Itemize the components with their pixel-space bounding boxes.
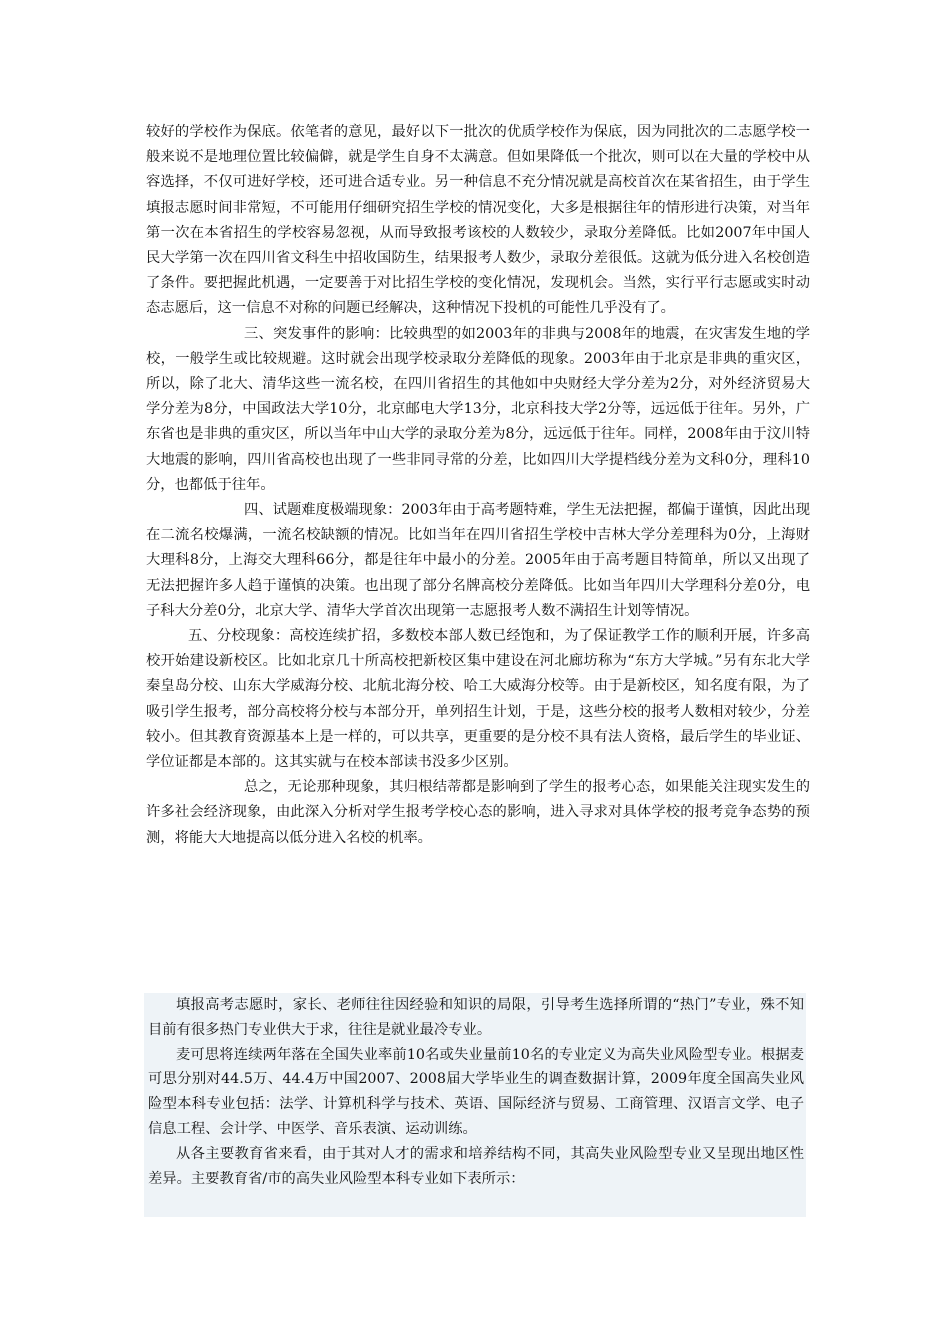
paragraph-sudden-events: 三、突发事件的影响：比较典型的如2003年的非典与2008年的地震，在灾害发生地的学校，一般学生或比较规避。这时就会出现学校录取分差降低的现象。2003年由于北京是非典的重灾区，所以，除了北大、清华这些一流名校，在四川省招生的其他如中央财经大学分差为2分，对外经济贸易大学分差为8分，中国政法大学10分，北京邮电大学13分，北京科技大学2分等，远远低于往年。另外，广东省也是非典的重灾区，所以当年中山大学的录取分差为8分，远远低于往年。同样，2008年由于汶川特大地震的影响，四川省高校也出现了一些非同寻常的分差，比如四川大学提档线分差为文科0分，理科10分，也都低于往年。 bbox=[146, 325, 810, 493]
paragraph-branch-campus: 五、分校现象：高校连续扩招，多数校本部人数已经饱和，为了保证教学工作的顺利开展，许多高校开始建设新校区。比如北京几十所高校把新校区集中建设在河北廊坊称为“东方大学城。”另有东北大学秦皇岛分校、山东大学威海分校、北航北海分校、哈工大威海分校等。由于是新校区，知名度有限，为了吸引学生报考，部分高校将分校与本部分开，单列招生计划，于是，这些分校的报考人数相对较少，分差较小。但其教育资源基本上是一样的，可以共享，更重要的是分校不具有法人资格，最后学生的毕业证、学位证都是本部的。这其实就与在校本部读书没多少区别。 bbox=[146, 628, 810, 771]
article-body bbox=[146, 120, 810, 851]
highlight-box bbox=[144, 993, 806, 1217]
paragraph-info-asymmetry: 较好的学校作为保底。依笔者的意见，最好以下一批次的优质学校作为保底，因为同批次的二志愿学校一般来说不是地理位置比较偏僻，就是学生自身不太满意。但如果降低一个批次，则可以在大量的学校中从容选择，不仅可进好学校，还可进合适专业。另一种信息不充分情况就是高校首次在某省招生，由于学生填报志愿时间非常短，不可能用仔细研究招生学校的情况变化，大多是根据往年的情形进行决策，对当年第一次在本省招生的学校容易忽视，从而导致报考该校的人数较少，录取分差降低。比如2007年中国人民大学第一次在四川省文科生中招收国防生，结果报考人数少，录取分差很低。这就为低分进入名校创造了条件。要把握此机遇，一定要善于对比招生学校的变化情况，发现机会。当然，实行平行志愿或实时动态志愿后，这一信息不对称的问题已经解决，这种情况下投机的可能性几乎没有了。 bbox=[146, 124, 810, 317]
box-paragraph-high-risk-definition: 麦可思将连续两年落在全国失业率前10名或失业量前10名的专业定义为高失业风险型专业。根据麦可思分别对44.5万、44.4万中国2007、2008届大学毕业生的调查数据计算，2009年度全国高失业风险型本科专业包括：法学、计算机科学与技术、英语、国际经济与贸易、工商管理、汉语言文学、电子信息工程、会计学、中医学、音乐表演、运动训练。 bbox=[148, 1046, 804, 1137]
paragraph-exam-difficulty: 四、试题难度极端现象：2003年由于高考题特难，学生无法把握，都偏于谨慎，因此出现在二流名校爆满，一流名校缺额的情况。比如当年在四川省招生学校中吉林大学分差理科为0分，上海财大理科8分，上海交大理科66分，都是往年中最小的分差。2005年由于高考题目特简单，所以又出现了无法把握许多人趋于谨慎的决策。也出现了部分名牌高校分差降低。比如当年四川大学理科分差0分，电子科大分差0分，北京大学、清华大学首次出现第一志愿报考人数不满招生计划等情况。 bbox=[146, 502, 810, 619]
box-paragraph-regional-difference: 从各主要教育省来看，由于其对人才的需求和培养结构不同，其高失业风险型专业又呈现出地区性差异。主要教育省/市的高失业风险型本科专业如下表所示： bbox=[148, 1145, 804, 1187]
box-paragraph-hot-majors: 填报高考志愿时，家长、老师往往因经验和知识的局限，引导考生选择所谓的“热门”专业，殊不知目前有很多热门专业供大于求，往往是就业最冷专业。 bbox=[148, 997, 804, 1038]
paragraph-conclusion: 总之，无论那种现象，其归根结蒂都是影响到了学生的报考心态，如果能关注现实发生的许多社会经济现象，由此深入分析对学生报考学校心态的影响，进入寻求对具体学校的报考竞争态势的预测，将能大大地提高以低分进入名校的机率。 bbox=[146, 779, 810, 846]
